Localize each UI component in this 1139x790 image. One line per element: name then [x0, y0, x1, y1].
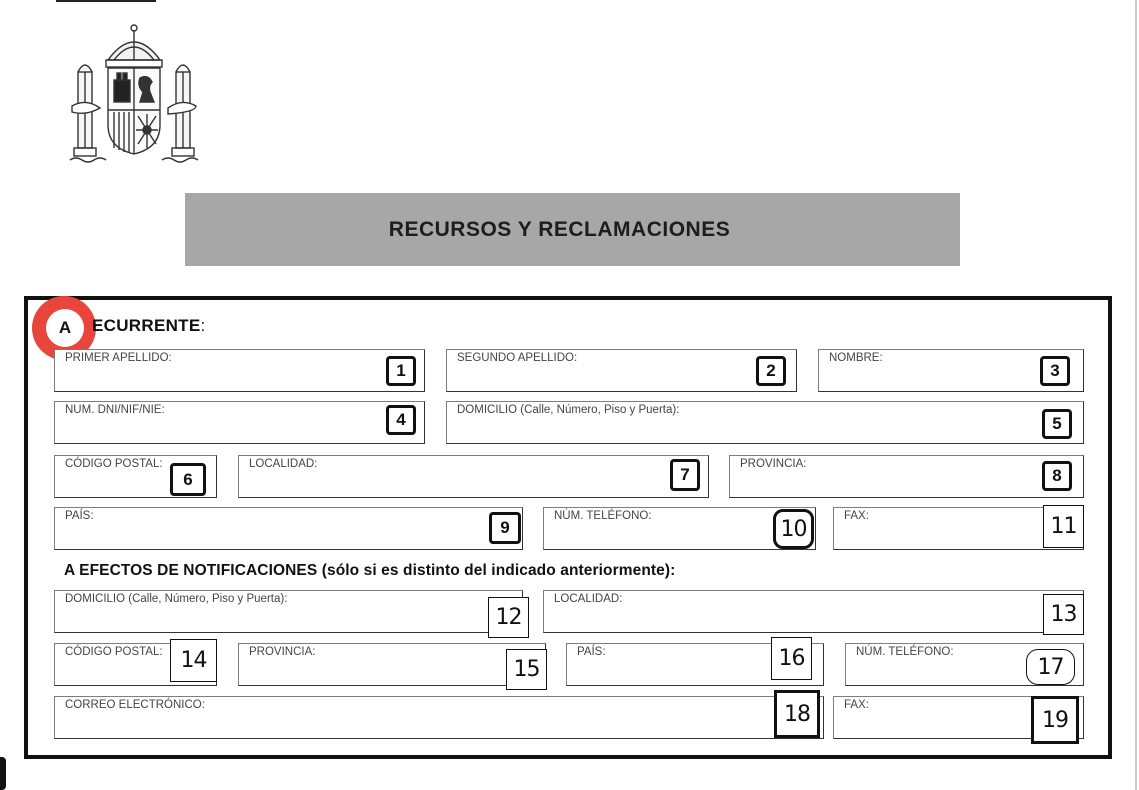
domicilio-field[interactable]: [446, 401, 1084, 444]
corner-mark: [0, 757, 6, 790]
field-number-badge: 9: [489, 512, 521, 544]
segundo-apellido-field[interactable]: [446, 349, 797, 392]
field-number-badge: 10: [773, 509, 814, 549]
field-label: NÚM. TELÉFONO:: [554, 510, 652, 522]
field-number-badge: 6: [170, 463, 206, 496]
field-label: PROVINCIA:: [740, 458, 807, 470]
field-number-badge: 18: [774, 690, 820, 738]
field-label: FAX:: [844, 699, 869, 711]
field-number-badge: 7: [670, 459, 700, 491]
correo-electronico-field[interactable]: [54, 696, 824, 739]
form-title-banner: [185, 193, 960, 266]
field-label: NUM. DNI/NIF/NIE:: [65, 404, 165, 416]
field-label: CÓDIGO POSTAL:: [65, 458, 163, 470]
field-number-badge: 13: [1043, 594, 1084, 635]
field-number-badge: 14: [170, 639, 217, 682]
field-label: PAÍS:: [577, 646, 606, 658]
field-label: DOMICILIO (Calle, Número, Piso y Puerta):: [457, 404, 680, 416]
field-number-badge: 16: [771, 637, 812, 680]
form-title: RECURSOS Y RECLAMACIONES: [388, 217, 731, 241]
dni-nif-nie-field[interactable]: [54, 401, 425, 444]
section-title: ECURRENTE:: [92, 316, 206, 335]
field-number-badge: 12: [488, 597, 529, 638]
field-number-badge: 17: [1026, 649, 1075, 685]
field-number-badge: 15: [506, 649, 547, 690]
section-letter: A: [46, 309, 84, 347]
field-number-badge: 2: [756, 356, 786, 386]
pais-field[interactable]: [54, 507, 523, 550]
field-label: FAX:: [844, 510, 869, 522]
field-number-badge: 5: [1042, 409, 1072, 439]
coat-of-arms-icon: [64, 20, 204, 166]
provincia-field[interactable]: [729, 455, 1084, 498]
field-number-badge: 1: [386, 356, 416, 386]
field-label: PAÍS:: [65, 510, 94, 522]
field-label: CÓDIGO POSTAL:: [65, 646, 163, 658]
field-number-badge: 8: [1042, 461, 1072, 491]
field-label: SEGUNDO APELLIDO:: [457, 352, 578, 364]
field-label: PROVINCIA:: [249, 646, 316, 658]
field-label: DOMICILIO (Calle, Número, Piso y Puerta):: [65, 593, 288, 605]
field-label: LOCALIDAD:: [249, 458, 318, 470]
field-label: NOMBRE:: [829, 352, 883, 364]
field-label: PRIMER APELLIDO:: [65, 352, 172, 364]
notif-domicilio-field[interactable]: [54, 590, 523, 633]
top-tab-line: [56, 0, 156, 2]
localidad-field[interactable]: [238, 455, 709, 498]
field-label: CORREO ELECTRÓNICO:: [65, 699, 205, 711]
field-number-badge: 11: [1043, 505, 1084, 548]
notif-localidad-field[interactable]: [543, 590, 1084, 633]
field-label: LOCALIDAD:: [554, 593, 623, 605]
field-number-badge: 4: [386, 405, 416, 435]
field-label: NÚM. TELÉFONO:: [856, 646, 954, 658]
field-number-badge: 19: [1031, 696, 1079, 744]
notificaciones-title: A EFECTOS DE NOTIFICACIONES (sólo si es distinto del indicado anteriormente):: [64, 562, 676, 579]
field-number-badge: 3: [1040, 356, 1070, 386]
primer-apellido-field[interactable]: [54, 349, 425, 392]
notif-provincia-field[interactable]: [238, 643, 546, 686]
